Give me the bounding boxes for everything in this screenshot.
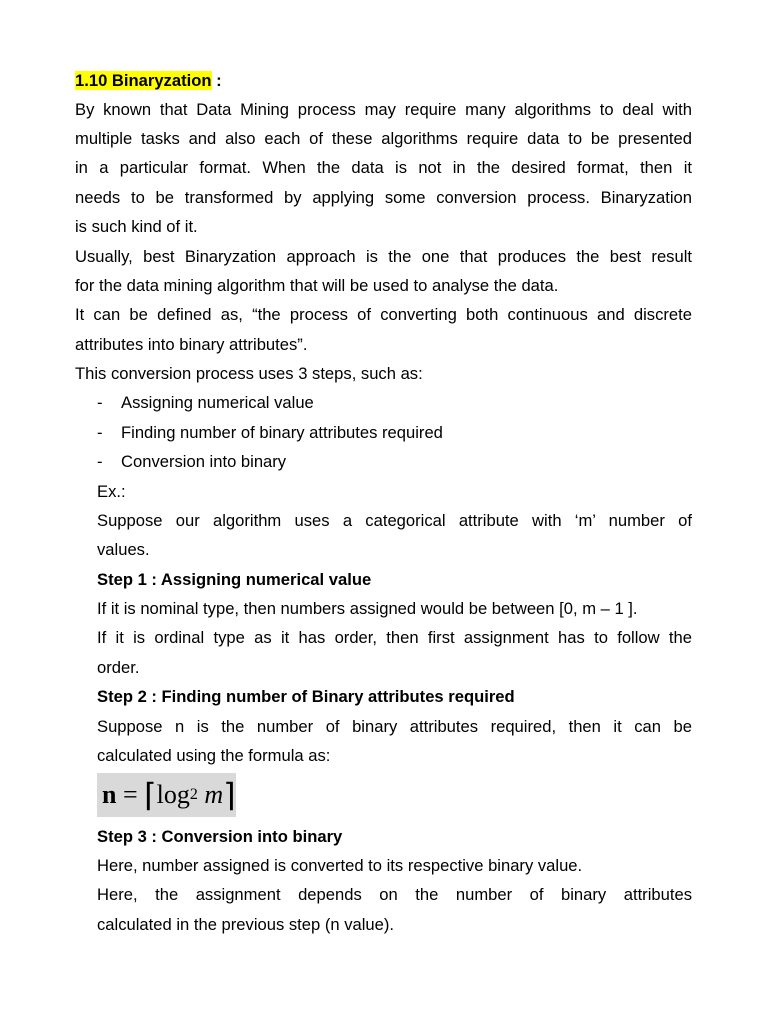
paragraph-line: If it is ordinal type as it has order, then first assignment has to follow the <box>97 628 692 647</box>
paragraph-line: multiple tasks and also each of these algorithms require data to be presented <box>75 129 692 148</box>
paragraph-line: By known that Data Mining process may require many algorithms to deal with <box>75 100 692 119</box>
list-item-text: Finding number of binary attributes required <box>121 423 443 442</box>
paragraph-line: values. <box>97 540 150 559</box>
list-item <box>97 418 692 447</box>
paragraph-line: Suppose n is the number of binary attributes required, then it can be <box>97 717 692 736</box>
paragraph-line: order. <box>97 658 140 677</box>
section-heading-colon: : <box>211 71 222 90</box>
example-label: Ex.: <box>97 482 126 501</box>
paragraph-line: is such kind of it. <box>75 217 198 236</box>
formula-image <box>97 773 236 817</box>
paragraph-line: Here, number assigned is converted to its respective binary value. <box>97 856 583 875</box>
section-heading-title: 1.10 Binaryzation <box>75 71 212 90</box>
formula-argument: m <box>197 780 224 809</box>
paragraph-line: calculated using the formula as: <box>97 746 331 765</box>
paragraph-line: Suppose our algorithm uses a categorical attribute with ‘m’ number of <box>97 511 692 530</box>
paragraph-line: Here, the assignment depends on the number of binary attributes <box>97 885 692 904</box>
paragraph-line: calculated in the previous step (n value). <box>97 915 395 934</box>
paragraph-line: attributes into binary attributes”. <box>75 335 308 354</box>
step-2-title: Step 2 : Finding number of Binary attributes required <box>97 687 515 706</box>
paragraph-line: for the data mining algorithm that will be used to analyse the data. <box>75 276 559 295</box>
paragraph-line: If it is nominal type, then numbers assigned would be between [0, m – 1 ]. <box>97 599 638 618</box>
list-item <box>97 388 692 417</box>
formula-lhs: n <box>102 780 117 809</box>
list-item-text: Assigning numerical value <box>121 393 314 412</box>
ceiling-right-bracket: ⌉ <box>223 777 236 813</box>
formula-log: log <box>156 780 190 809</box>
section-heading <box>75 66 692 95</box>
step-3-title: Step 3 : Conversion into binary <box>97 827 343 846</box>
paragraph-line: Usually, best Binaryzation approach is the one that produces the best result <box>75 247 692 266</box>
paragraph-line: in a particular format. When the data is not in the desired format, then it <box>75 158 692 177</box>
paragraph-line: It can be defined as, “the process of converting both continuous and discrete <box>75 305 692 324</box>
list-item-text: Conversion into binary <box>121 452 287 471</box>
list-item <box>97 447 692 476</box>
paragraph-line: needs to be transformed by applying some conversion process. Binaryzation <box>75 188 692 207</box>
bullet-dash: - <box>97 423 103 442</box>
ceiling-left-bracket: ⌈ <box>144 777 157 813</box>
step-1-title: Step 1 : Assigning numerical value <box>97 570 372 589</box>
paragraph-line: This conversion process uses 3 steps, such as: <box>75 364 423 383</box>
formula-log-base: 2 <box>189 786 198 803</box>
bullet-dash: - <box>97 452 103 471</box>
bullet-dash: - <box>97 393 103 412</box>
formula-equals: = <box>116 780 145 809</box>
